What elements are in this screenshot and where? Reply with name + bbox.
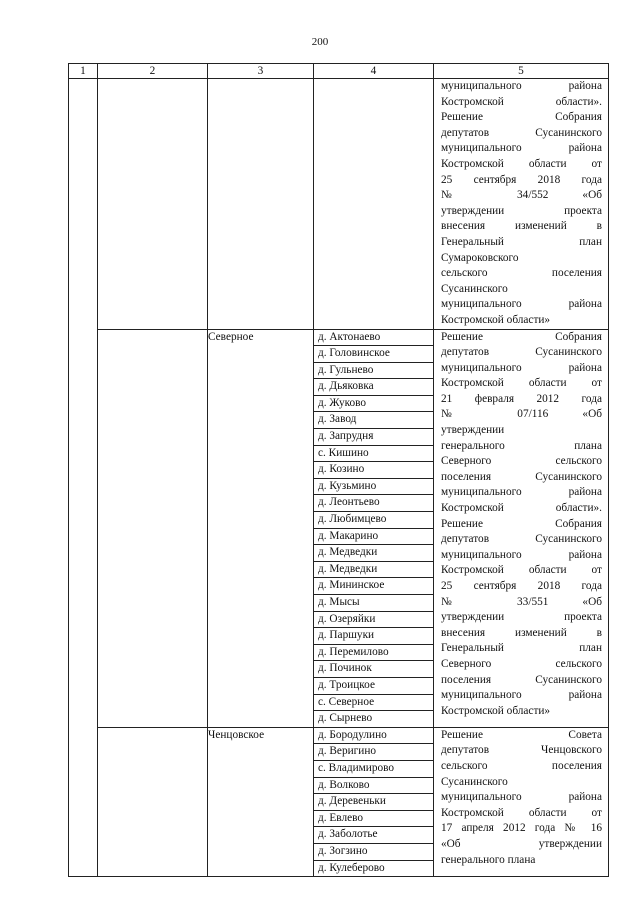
column-header-5: 5	[434, 64, 609, 79]
text-line: Костромской области от	[441, 564, 602, 577]
list-item: д. Мининское	[314, 578, 433, 595]
list-item: д. Дьяковка	[314, 379, 433, 396]
text-line: 25 сентября 2018 года	[441, 580, 602, 592]
text-line: муниципального района	[441, 80, 602, 92]
text-line: Костромской области»	[441, 313, 551, 326]
text-line: Костромской области от	[441, 806, 602, 819]
list-item: д. Завод	[314, 412, 433, 429]
text-line: сельского поселения	[441, 759, 602, 772]
text-line: муниципального района	[441, 142, 602, 155]
text-line: утверждении проекта	[441, 204, 602, 217]
list-item: д. Паршуки	[314, 628, 433, 645]
table-row-chentsovskoe	[69, 727, 609, 876]
column-header-4: 4	[314, 64, 434, 79]
text-line: № 33/551 «Об	[441, 595, 602, 608]
list-item: д. Запрудня	[314, 429, 433, 446]
list-item: с. Владимирово	[314, 761, 433, 778]
text-line: Северного сельского	[441, 657, 602, 670]
text-line: депутатов Сусанинского	[441, 126, 602, 139]
list-item: д. Актонаево	[314, 330, 433, 347]
text-line: утверждении	[441, 424, 505, 437]
text-line: Генеральный план	[441, 235, 602, 248]
text-line: муниципального района	[441, 486, 602, 499]
text-line: 21 февраля 2012 года	[441, 392, 602, 405]
text-line: Костромской области от	[441, 157, 602, 170]
list-item: д. Починок	[314, 661, 433, 678]
cell-decision	[434, 727, 609, 876]
list-item: д. Сырнево	[318, 712, 373, 725]
text-line: Костромской области от	[441, 377, 602, 390]
list-item: д. Евлево	[314, 811, 433, 828]
text-line: Генеральный план	[441, 642, 602, 655]
list-item: д. Гульнево	[314, 363, 433, 380]
list-item: д. Медведки	[314, 562, 433, 579]
text-line: поселения Сусанинского	[441, 673, 602, 686]
cell-col2	[98, 79, 208, 330]
text-line: депутатов Сусанинского	[441, 533, 602, 546]
village-list	[314, 330, 433, 727]
list-item: д. Волково	[314, 778, 433, 795]
text-line: депутатов Сусанинского	[441, 346, 602, 359]
list-item: д. Перемилово	[314, 645, 433, 662]
list-item: д. Макарино	[314, 529, 433, 546]
list-item: д. Деревеньки	[314, 794, 433, 811]
text-line: Решение Собрания	[441, 111, 602, 124]
text-line: Решение Собрания	[441, 330, 602, 343]
text-line: генерального плана	[441, 439, 602, 452]
list-item: с. Кишино	[314, 446, 433, 463]
settlement-name: Ченцовское	[208, 727, 314, 876]
list-item: д. Кузьмино	[314, 479, 433, 496]
cell-village-list	[314, 329, 434, 727]
text-line: муниципального района	[441, 689, 602, 702]
text-line: «Об утверждении	[441, 837, 602, 850]
text-line: муниципального района	[441, 361, 602, 374]
column-header-1: 1	[69, 64, 98, 79]
text-line: Решение Собрания	[441, 517, 602, 530]
list-item: д. Жуково	[314, 396, 433, 413]
list-item: с. Северное	[314, 695, 433, 712]
cell-col2	[98, 727, 208, 876]
column-header-2: 2	[98, 64, 208, 79]
list-item: д. Медведки	[314, 545, 433, 562]
header-row	[69, 64, 609, 79]
text-line: муниципального района	[441, 548, 602, 561]
settlement-name: Северное	[208, 329, 314, 727]
text-line: 17 апреля 2012 года № 16	[441, 822, 602, 835]
text-line: утверждении проекта	[441, 611, 602, 624]
text-line: Сумароковского	[441, 251, 519, 264]
text-line: № 34/552 «Об	[441, 189, 602, 202]
continuation-text	[434, 79, 608, 329]
text-line: 25 сентября 2018 года	[441, 173, 602, 186]
list-item: д. Кулеберово	[318, 861, 385, 874]
text-line: муниципального района	[441, 791, 602, 804]
list-item: д. Зогзино	[314, 844, 433, 861]
cell-village-list	[314, 727, 434, 876]
cell-col2	[98, 329, 208, 727]
cell-settlement-empty	[208, 79, 314, 330]
list-item: д. Любимцево	[314, 512, 433, 529]
text-line: внесения изменений в	[441, 220, 602, 233]
column-header-3: 3	[208, 64, 314, 79]
cell-villages-empty	[314, 79, 434, 330]
text-line: поселения Сусанинского	[441, 470, 602, 483]
table-row-severnoe	[69, 329, 609, 727]
text-line: Костромской области».	[441, 95, 602, 108]
list-item: д. Заболотье	[314, 827, 433, 844]
text-line: Костромской области».	[441, 502, 602, 515]
table-row-continuation	[69, 79, 609, 330]
list-item: д. Мысы	[314, 595, 433, 612]
text-line: сельского поселения	[441, 267, 602, 280]
text-line: муниципального района	[441, 298, 602, 311]
list-item: д. Бородулино	[314, 728, 433, 745]
list-item: д. Козино	[314, 462, 433, 479]
text-line: генерального плана	[441, 853, 536, 866]
page-number: 200	[311, 36, 329, 48]
list-item: д. Веригино	[314, 744, 433, 761]
list-item: д. Троицкое	[314, 678, 433, 695]
text-line: № 07/116 «Об	[441, 408, 602, 421]
cell-decision	[434, 329, 609, 727]
cell-continuation-text	[434, 79, 609, 330]
decision-text	[434, 330, 608, 720]
text-line: Сусанинского	[441, 775, 508, 788]
decision-text	[434, 728, 608, 868]
list-item: д. Озеряйки	[314, 612, 433, 629]
list-item: д. Леонтьево	[314, 495, 433, 512]
text-line: депутатов Ченцовского	[441, 744, 602, 757]
text-line: Решение Совета	[441, 728, 602, 741]
text-line: Северного сельского	[441, 455, 602, 468]
settlements-table	[68, 63, 609, 877]
list-item: д. Головинское	[314, 346, 433, 363]
cell-col1	[69, 79, 98, 877]
text-line: Сусанинского	[441, 282, 508, 295]
text-line: внесения изменений в	[441, 626, 602, 639]
village-list	[314, 728, 433, 876]
text-line: Костромской области»	[441, 704, 551, 717]
